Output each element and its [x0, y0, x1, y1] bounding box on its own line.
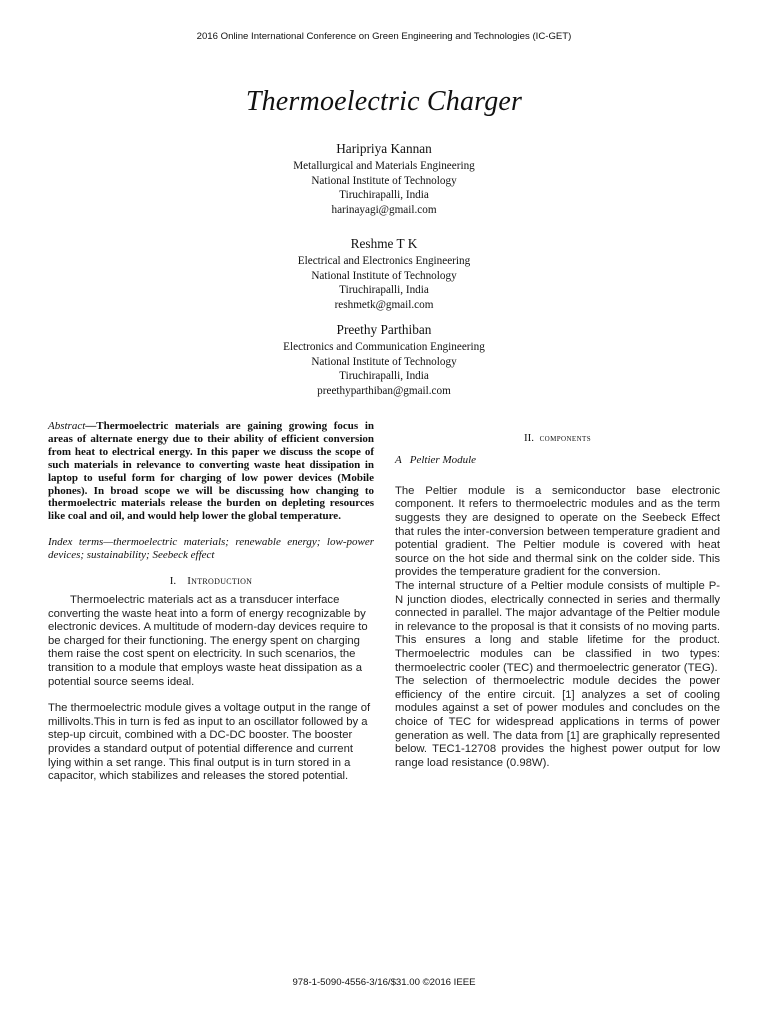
- section-heading-introduction: [48, 575, 374, 588]
- paper-title: Thermoelectric Charger: [245, 86, 523, 117]
- section-numeral: II.: [523, 432, 535, 444]
- intro-paragraph-2: The thermoelectric module gives a voltage output in the range of millivolts.This in turn is fed as input to an oscillator followed by a step-up circuit, combined with a DC-DC booster. The booster provides a standard output of potential difference and current lying within a set range. This final output is in turn stored in a capacitor, which stabilizes and releases the stored potential.: [48, 702, 371, 783]
- abstract: [48, 420, 374, 523]
- section-title: components: [539, 433, 592, 444]
- author-block-2: [0, 235, 768, 312]
- author-name: Preethy Parthiban: [336, 322, 432, 337]
- paragraph-spacer: [395, 467, 720, 485]
- author-block-3: [0, 321, 768, 398]
- author-name: Reshme T K: [350, 236, 418, 251]
- author-location: Tiruchirapalli, India: [339, 370, 429, 383]
- index-terms: Index terms—thermoelectric materials; renewable energy; low-power devices; sustainability; Seebeck effect: [48, 536, 374, 562]
- author-institute: National Institute of Technology: [311, 174, 457, 187]
- author-department: Electrical and Electronics Engineering: [297, 255, 471, 267]
- author-institute: National Institute of Technology: [311, 269, 457, 282]
- section-heading-components: [395, 432, 720, 446]
- conference-header: 2016 Online International Conference on Green Engineering and Technologies (IC-GET): [196, 31, 572, 42]
- abstract-label: Abstract: [48, 420, 86, 432]
- author-block-1: [0, 140, 768, 217]
- author-institute: National Institute of Technology: [311, 355, 457, 368]
- peltier-paragraph-1: The Peltier module is a semiconductor base electronic component. It refers to thermoelectric modules and as the term suggests they are designed to operate on the Seebeck Effect that rules the inter-conversion between temperature gradient and potential gradient. The Peltier module is covered with heat source on the hot side and thermal sink on the colder side. This provides the temperature gradient for the conversion.: [395, 484, 720, 579]
- author-name: Haripriya Kannan: [336, 141, 432, 156]
- author-department: Metallurgical and Materials Engineering: [293, 160, 475, 172]
- abstract-text: Thermoelectric materials are gaining growing focus in areas of alternate energy due to their ability of efficient conversion from heat to electrical energy. In this paper we discuss the scope of such materials in relevance to converting waste heat dissipation in laptop to useful form for charging of low power devices (Mobile phones). In broad scope we will be discussing how changing to thermoelectric materials release the burden on depleting resources like coal and oil, and would help lower the global temperature.: [48, 420, 374, 523]
- author-location: Tiruchirapalli, India: [339, 189, 429, 202]
- paragraph-spacer: [48, 689, 374, 702]
- intro-paragraph-1: Thermoelectric materials act as a transducer interface converting the waste heat into a form of energy recognizable by electronic devices. A multitude of modern-day devices require to be charged for their functioning. The energy spent on charging them raise the cost spent on electricity. In such scenarios, the transition to a module that employs waste heat dissipation as a potential source seems ideal.: [48, 593, 368, 688]
- left-column: [48, 420, 374, 784]
- peltier-paragraph-2: The internal structure of a Peltier module consists of multiple P-N junction diodes, electrically connected in series and thermally connected in parallel. The major advantage of the Peltier module in relevance to the proposal is that it consists of no moving parts. This ensures a long and stable lifetime for the product. Thermoelectric modules can be classified in two types: thermoelectric cooler (TEC) and thermoelectric generator (TEG).: [395, 579, 720, 674]
- author-email: harinayagi@gmail.com: [331, 203, 437, 216]
- page-footer: 978-1-5090-4556-3/16/$31.00 ©2016 IEEE: [292, 977, 476, 988]
- abstract-dash: —: [85, 420, 97, 432]
- author-email: preethyparthiban@gmail.com: [317, 384, 451, 397]
- author-email: reshmetk@gmail.com: [334, 298, 434, 311]
- right-column: [395, 432, 720, 770]
- peltier-paragraph-3: The selection of thermoelectric module decides the power efficiency of the entire circuit. [1] analyzes a set of cooling modules against a set of power modules and concludes on the choice of TEC for widespread applications in terms of power generation as well. The data from [1] are graphically represented below. TEC1-12708 provides the highest power output for low range load resistance (0.98W).: [395, 675, 720, 769]
- author-location: Tiruchirapalli, India: [339, 284, 429, 297]
- section-title: Introduction: [187, 575, 253, 588]
- author-department: Electronics and Communication Engineering: [283, 341, 485, 353]
- section-numeral: I.: [169, 575, 177, 588]
- subsection-heading-peltier: A Peltier Module: [395, 453, 477, 466]
